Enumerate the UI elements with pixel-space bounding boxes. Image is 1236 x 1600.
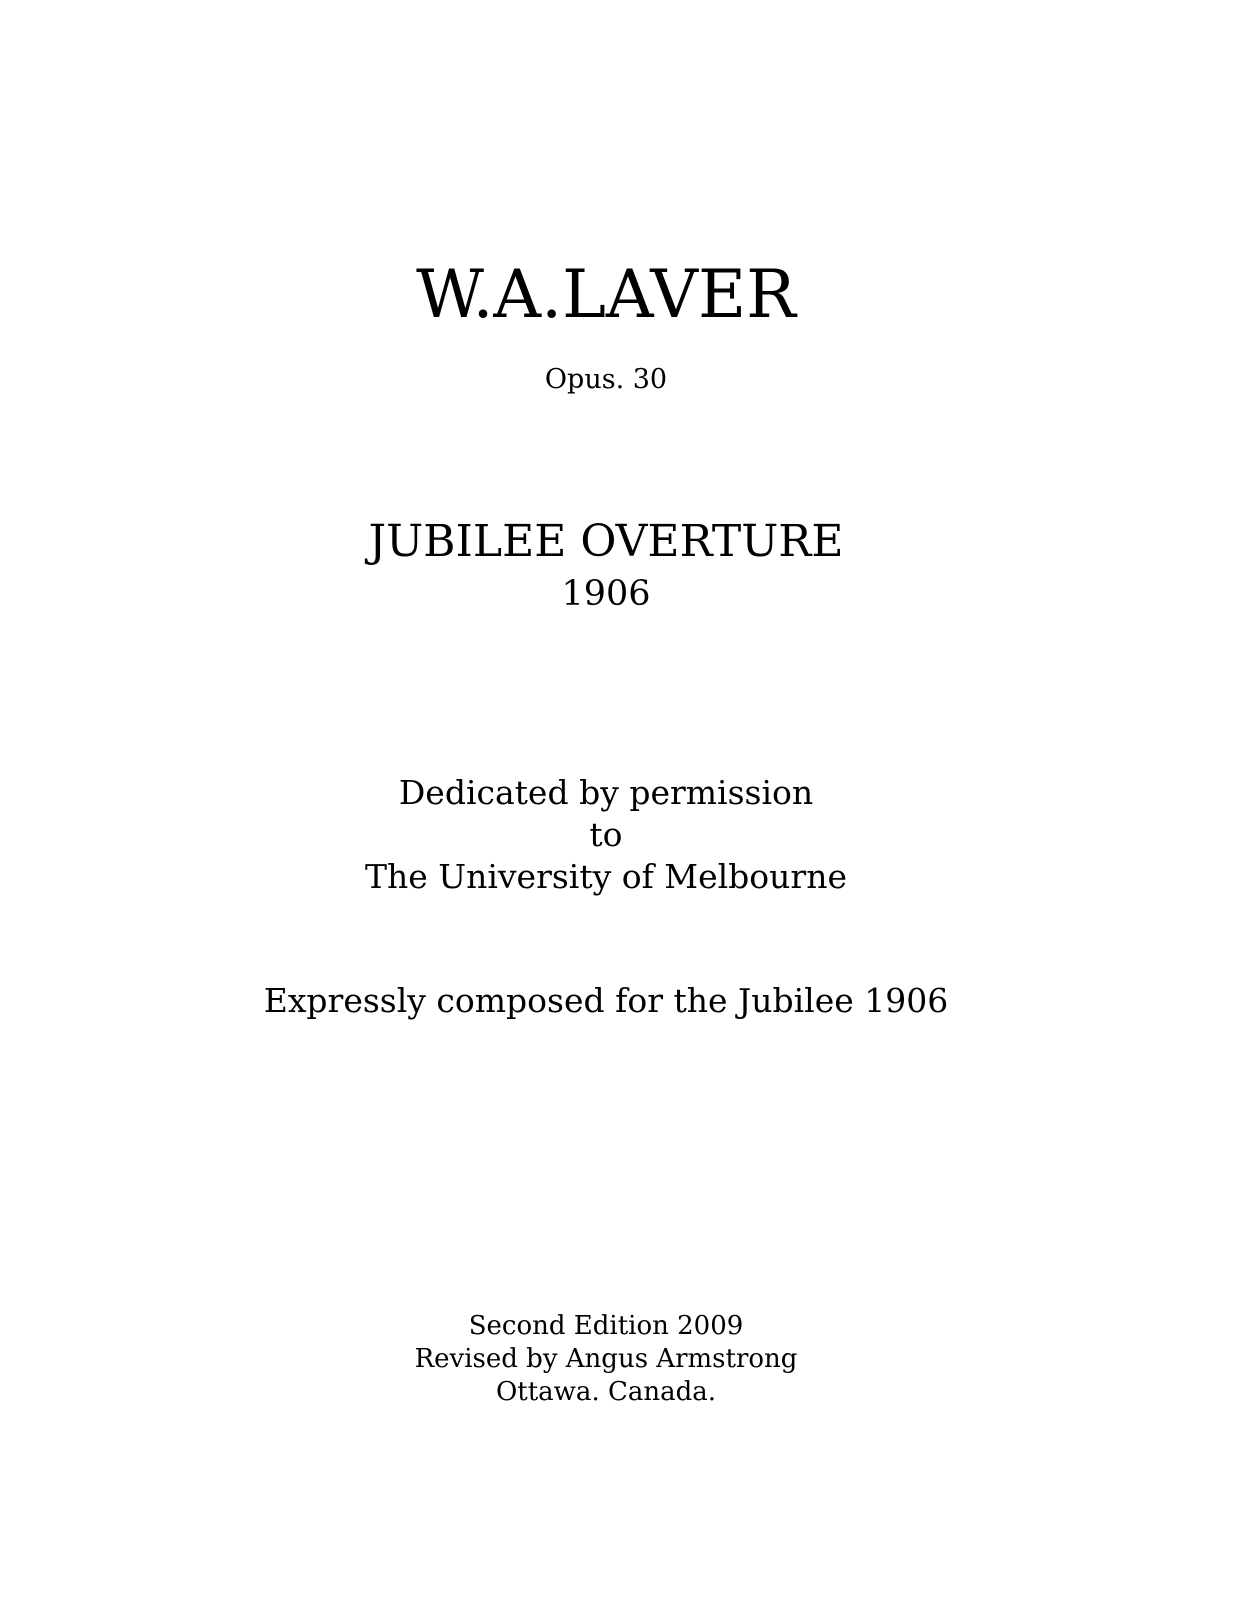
composition-purpose: Expressly composed for the Jubilee 1906 xyxy=(263,981,949,1020)
dedication-line-2: to xyxy=(589,815,623,854)
dedication-line-1: Dedicated by permission xyxy=(398,773,814,812)
edition-line-1: Second Edition 2009 xyxy=(468,1311,744,1341)
opus-number: Opus. 30 xyxy=(544,364,668,395)
composer-name: W.A.LAVER xyxy=(416,256,796,333)
dedication-line-3: The University of Melbourne xyxy=(365,857,847,896)
work-title: JUBILEE OVERTURE xyxy=(368,516,844,567)
work-year: 1906 xyxy=(561,574,651,614)
edition-line-2: Revised by Angus Armstrong xyxy=(414,1344,798,1374)
edition-line-3: Ottawa. Canada. xyxy=(495,1377,717,1407)
